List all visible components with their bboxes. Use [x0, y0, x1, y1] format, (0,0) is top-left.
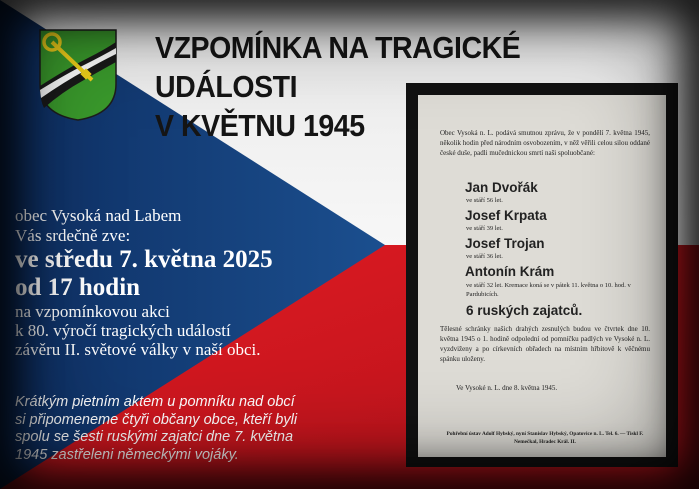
note-line-2: si připomeneme čtyři občany obce, kteří byli — [15, 411, 298, 428]
victim-age: ve stáří 56 let. — [466, 197, 503, 204]
victim-name: Antonín Krám — [465, 264, 555, 279]
note-line-4: 1945 zastřeleni německými vojáky. — [15, 446, 239, 463]
obituary-date-line: Ve Vysoké n. L. dne 8. května 1945. — [456, 384, 558, 392]
invitation-text — [15, 206, 395, 359]
invite-detail-3: závěru II. světové války v naší obci. — [15, 340, 261, 359]
event-note — [15, 394, 395, 464]
invite-greeting: Vás srdečně zve: — [15, 226, 131, 245]
obituary-footer: Pohřební ústav Adolf Hybský, nyní Stanislav Hybský, Opatovice n. L. Tel. 6. — Tiskl F. Nemečkal, Hradec Král. II. — [446, 431, 644, 445]
invite-host: obec Vysoká nad Labem — [15, 206, 182, 225]
event-date: ve středu 7. května 2025 — [15, 246, 273, 273]
victim-name: Josef Trojan — [465, 236, 545, 251]
victim-name: Josef Krpata — [465, 208, 547, 223]
victim-age: ve stáří 32 let. Kremace koná se v pátek 11. května o 10. hod. v Pardubicích. — [466, 282, 631, 298]
captives-line: 6 ruských zajatců. — [466, 303, 583, 318]
invite-detail-1: na vzpomínkovou akci — [15, 302, 170, 321]
obituary-funeral-paragraph: Tělesné schránky našich drahých zesnulých budou ve čtvrtek dne 10. května 1945 o 1. hodině odpolední od pomníčku padlých ve Vysoké n. L. vyzdviženy a po církevních obřadech na místním hřbitově k věčnému spánku uloženy. — [440, 325, 650, 363]
obituary-notice — [418, 95, 666, 457]
municipal-coat-of-arms — [38, 28, 118, 122]
victim-age: ve stáří 36 let. — [466, 253, 503, 260]
title-line-2: V KVĚTNU 1945 — [155, 108, 365, 143]
event-time: od 17 hodin — [15, 274, 141, 301]
title-line-1: VZPOMÍNKA NA TRAGICKÉ UDÁLOSTI — [155, 30, 521, 104]
victim-age: ve stáří 39 let. — [466, 225, 503, 232]
note-line-1: Krátkým pietním aktem u pomníku nad obcí — [15, 394, 295, 410]
obituary-intro: Obec Vysoká n. L. podává smutnou zprávu, že v pondělí 7. května 1945, několik hodin před národním osvobozením, v něž věřili celou silou oddané české duše, padli mučednickou smrtí naši spoluobčané: — [440, 129, 650, 157]
invite-detail-2: k 80. výročí tragických událostí — [15, 321, 231, 340]
victim-name: Jan Dvořák — [465, 180, 538, 195]
note-line-3: spolu se šesti ruskými zajatci dne 7. května — [15, 429, 294, 445]
